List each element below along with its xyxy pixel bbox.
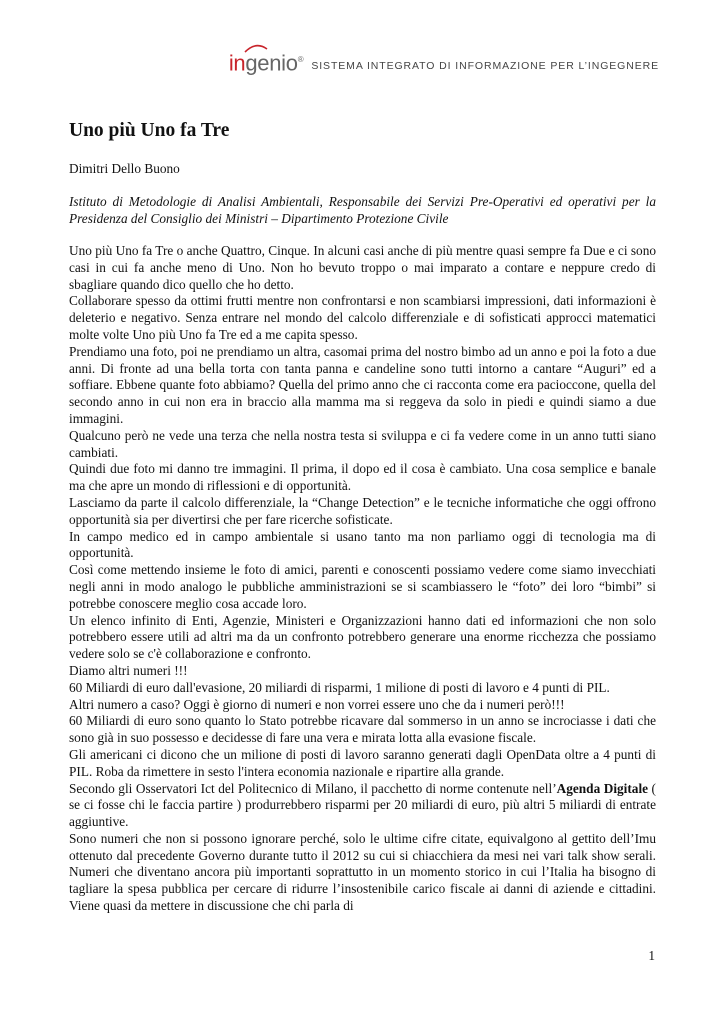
paragraph: Collaborare spesso da ottimi frutti mentre non confrontarsi e non scambiarsi impressioni, dati informazioni è deleterio e negativo. Senza entrare nel mondo del calcolo differenziale e di sofisticati approcci matematici molte volte Uno più Uno fa Tre ed a me capita spesso. [69,293,656,342]
page-number: 1 [648,948,655,963]
agenda-digitale-bold: Agenda Digitale [556,780,649,796]
paragraph: Prendiamo una foto, poi ne prendiamo un altra, casomai prima del nostro bimbo ad un anno e poi la foto a due anni. Di fronte ad una bella torta con tanta panna e candeline sono tutti intorno a cantare “Auguri” ed a soffiare. Ebbene quante foto abbiamo? Quella del primo anno che ci racconta come era pacioccone, quella del secondo anno in cui non era in braccio alla mamma ma si reggeva da solo in piedi e quindi siamo a due immagini. [69,343,656,426]
paragraph-agenda-digitale [69,781,656,831]
header-tagline: SISTEMA INTEGRATO DI INFORMAZIONE PER L’INGEGNERE [311,60,659,72]
logo-registered-mark: ® [297,54,304,64]
paragraph: Gli americani ci dicono che un milione di posti di lavoro saranno generati dagli OpenData oltre a 4 punti di PIL. Roba da rimettere in sesto l'intera economia nazionale e ripartire alla grande. [69,746,656,779]
paragraph: 60 Miliardi di euro dall'evasione, 20 miliardi di risparmi, 1 milione di posti di lavoro e 4 punti di PIL. [69,679,610,695]
article [69,118,656,915]
article-body [69,243,656,915]
paragraph: Altri numero a caso? Oggi è giorno di numeri e non vorrei essere uno che da i numeri però!!! [69,696,565,712]
paragraph: Qualcuno però ne vede una terza che nella nostra testa si sviluppa e ci fa vedere come in un anno tutti siano cambiati. [69,427,656,460]
paragraph: Sono numeri che non si possono ignorare perché, solo le ultime cifre citate, equivalgono al gettito dell’Imu ottenuto dal precedente Governo durante tutto il 2012 su cui si chiacchiera da mesi nei vari talk show serali. Numeri che diventano ancora più importanti soprattutto in un momento storico in cui l’Italia ha bisogno di tagliare la spesa pubblica per cercare di ridurre l’insostenibile carico fiscale ai danni di aziende e cittadini. Viene quasi da mettere in discussione che chi parla di [69,830,656,914]
paragraph: In campo medico ed in campo ambientale si usano tanto ma non parliamo oggi di tecnologia ma di opportunità. [69,528,656,561]
paragraph: Un elenco infinito di Enti, Agenzie, Ministeri e Organizzazioni hanno dati ed informazioni che non solo potrebbero essere utili ad altri ma da un confronto potrebbero generare una enorme ricchezza che possiamo vedere solo se c'è collaborazione e confronto. [69,612,656,662]
author-affiliation: Istituto di Metodologie di Analisi Ambientali, Responsabile dei Servizi Pre-Operativi ed operativi per la Presidenza del Consiglio dei Ministri – Dipartimento Protezione Civile [69,194,656,226]
article-author: Dimitri Dello Buono [69,161,180,176]
paragraph: Così come mettendo insieme le foto di amici, parenti e conoscenti possiamo vedere come siamo invecchiati negli anni in modo analogo le pubbliche amministrazioni se si scambiassero le “foto” dei loro “bimbi” si potrebbe conoscere meglio cosa accade loro. [69,562,656,611]
agenda-text-before: Secondo gli Osservatori Ict del Politecnico di Milano, il pacchetto di norme contenute nell’ [69,780,557,796]
paragraph: Quindi due foto mi danno tre immagini. Il prima, il dopo ed il cosa è cambiato. Una cosa semplice e banale ma che apre un mondo di riflessioni e di opportunità. [69,461,656,494]
agenda-text-after: ( se ci fosse chi le faccia partire ) produrrebbero risparmi per 20 miliardi di euro, più altri 5 miliardi di entrate aggiuntive. [69,780,656,830]
logo-prefix: in [228,50,246,75]
paragraph: Lasciamo da parte il calcolo differenziale, la “Change Detection” e le tecniche informatiche che oggi offrono opportunità sia per divertirsi che per fare ricerche sofisticate. [69,494,656,527]
paragraph: Diamo altri numeri !!! [69,662,188,678]
article-title: Uno più Uno fa Tre [69,120,230,141]
logo-arc-icon [244,43,268,53]
paragraph: 60 Miliardi di euro sono quanto lo Stato potrebbe ricavare dal sommerso in un anno se incrociasse i dati che sono già in suo possesso e decidesse di fare una vera e mirata lotta alla evasione fiscale. [69,713,656,746]
logo-suffix: genio [245,50,298,75]
page-header [229,44,659,74]
ingenio-logo [229,49,303,74]
paragraph: Uno più Uno fa Tre o anche Quattro, Cinque. In alcuni casi anche di più mentre quasi sempre fa Due e ci sono casi in cui fa anche meno di Uno. Non ho bevuto troppo o mai imparato a contare e neppure credo di sbagliare quando dico quello che ho detto. [69,243,656,292]
